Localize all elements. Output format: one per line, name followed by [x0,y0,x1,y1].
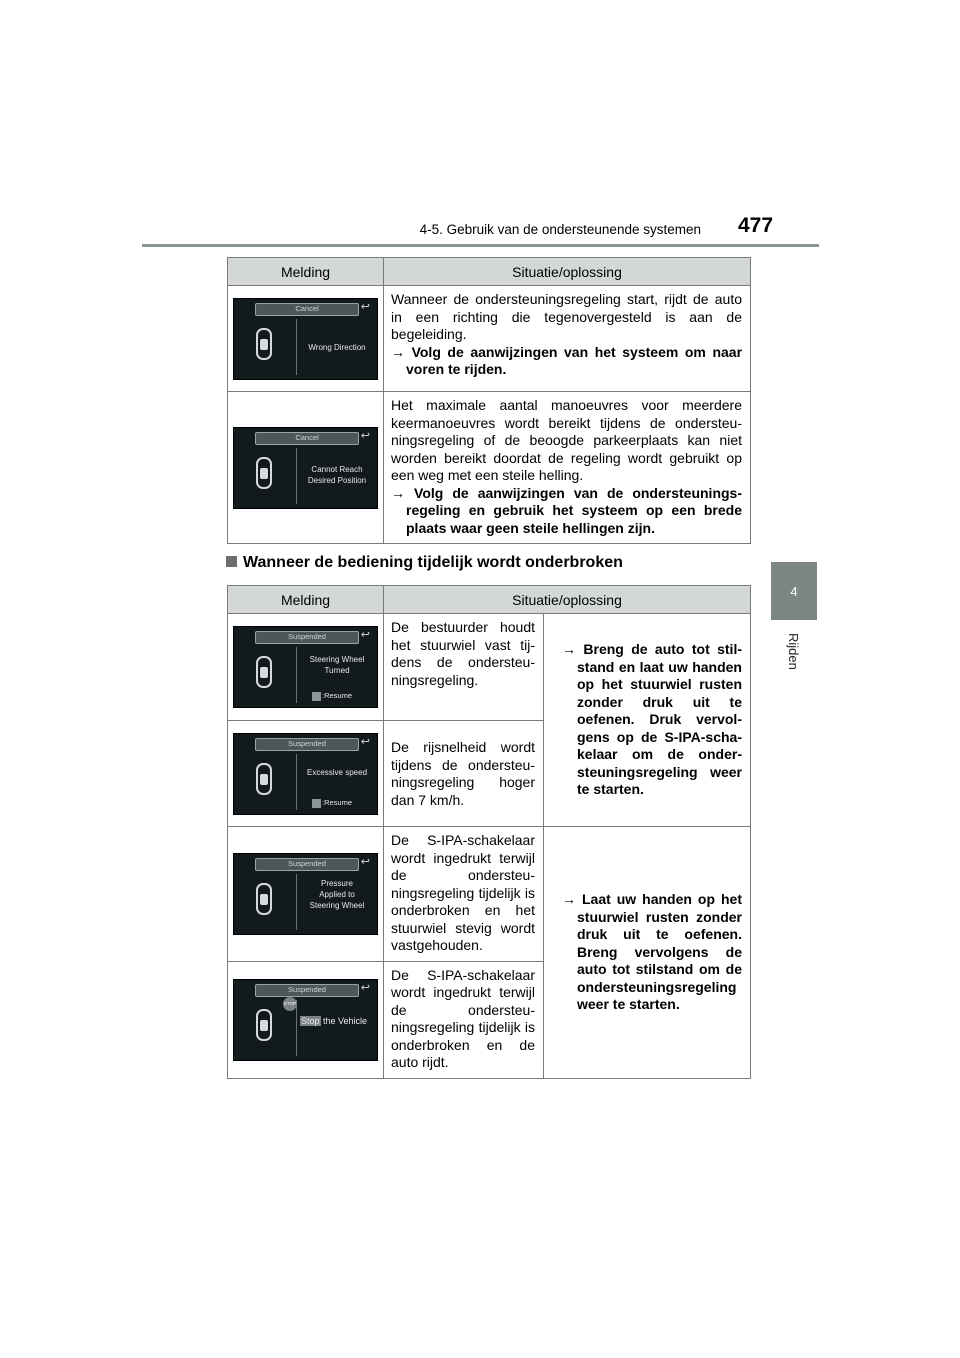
cancel-bar [255,303,359,316]
solution-cell [544,614,751,827]
screen-message-line: the Vehicle [320,1015,368,1026]
solution-cell [544,827,751,1079]
display-screenshot-excessive-speed [233,733,378,815]
situation-cell [384,961,544,1078]
screen-message-line: Steering Wheel [309,655,365,664]
suspended-bar [255,631,359,644]
cancel-bar-label: Cancel [295,303,319,313]
screen-message-line: Cannot Reach [311,464,363,474]
back-arrow-icon: ↩ [360,300,370,313]
screen-message-line: Desired Position [307,475,367,485]
solution-label: Volg de aanwijzingen van het systeem om naar voren te rijden. [406,343,743,377]
situation-cell [384,827,544,962]
message-image-cell [228,827,384,962]
message-image-cell [228,614,384,721]
screen-divider [296,319,297,375]
car-icon [256,1009,272,1041]
message-table-1 [227,257,751,544]
situation-cell [384,392,751,544]
suspended-bar [255,984,359,997]
back-arrow-icon: ↩ [360,981,370,994]
suspended-bar [255,858,359,871]
screen-divider [296,874,297,930]
solution-text [562,641,742,799]
screen-message [300,654,374,676]
message-image-cell [228,286,384,392]
chapter-tab [771,562,817,620]
screen-message [300,342,374,353]
screen-message [300,1016,367,1026]
display-screenshot-wrong-direction [233,298,378,380]
car-icon [256,763,272,795]
suspended-bar-label: Suspended [288,984,326,994]
back-arrow-icon: ↩ [360,429,370,442]
solution-text [391,485,742,538]
screen-message-line: Steering Wheel [309,900,365,910]
table-row [228,392,751,544]
chapter-tab-label: Rijden [786,633,801,670]
suspended-bar-label: Suspended [288,738,326,748]
table-row [228,614,751,721]
back-arrow-icon: ↩ [360,735,370,748]
resume-label: :Resume [322,797,353,807]
display-screenshot-cannot-reach [233,427,378,509]
header-rule [142,244,819,247]
resume-label: :Resume [322,691,353,701]
message-table-2 [227,585,751,1079]
car-icon [256,457,272,489]
page-number: 477 [738,214,774,237]
situation-text: De rijsnelheid wordt tijdens de ondersteuningsregeling hoger dan 7 km/h. [391,739,535,808]
screen-message [300,767,374,778]
column-header-melding: Melding [228,258,384,286]
screen-divider [296,647,297,703]
solution-label: Breng de auto tot stilstand en laat uw handen op het stuurwiel rusten zonder druk uit te oefenen. Druk vervolgens op de S-IPA-schakelaar om de ondersteuningsregeling weer te starten. [577,641,743,797]
s-ipa-switch-icon [312,692,321,701]
column-header-situatie: Situatie/oplossing [384,586,751,614]
display-screenshot-pressure-applied [233,853,378,935]
arrow-icon: → [562,641,576,657]
table-row [228,286,751,392]
resume-hint [312,798,352,808]
message-image-cell [228,721,384,827]
suspended-bar [255,738,359,751]
cancel-bar [255,432,359,445]
s-ipa-switch-icon [312,799,321,808]
arrow-icon: → [391,484,405,501]
car-icon [256,328,272,360]
car-icon [256,656,272,688]
situation-cell [384,286,751,392]
square-bullet-icon [226,556,237,567]
screen-message-line: Wrong Direction [308,342,366,352]
solution-label: Volg de aanwijzingen van de ondersteuningsregeling en gebruik het systeem op een brede plaats waar geen steile hellingen zijn. [406,484,743,536]
situation-cell [384,721,544,827]
situation-text: De S-IPA-schakelaar wordt ingedrukt terwijl de ondersteuningsregeling tijdelijk is onderbroken en de auto rijdt. [391,966,535,1070]
situation-text: Wanneer de ondersteuningsregeling start, rijdt de auto in een richting die tegenovergesteld is aan de begeleiding. [391,291,742,342]
screen-message [300,878,374,911]
solution-text [562,891,742,1014]
display-screenshot-stop-vehicle [233,979,378,1061]
message-image-cell [228,392,384,544]
screen-message-line: Turned [324,666,350,675]
situation-cell [384,614,544,721]
column-header-situatie: Situatie/oplossing [384,258,751,286]
situation-text: De S-IPA-schakelaar wordt ingedrukt terwijl de ondersteuningsregeling tijdelijk is onderbroken en het stuurwiel stevig wordt vastgehouden. [391,832,535,953]
chapter-tab-number: 4 [790,583,798,599]
screen-message-line: Pressure [320,878,353,888]
screen-divider [296,1000,297,1056]
back-arrow-icon: ↩ [360,855,370,868]
situation-text: Het maximale aantal manoeuvres voor meerdere keermanoeuvres wordt bereikt tijdens de ondersteuningsregeling of de beoogde parkeerplaats kan niet worden bereikt doordat de regeling wordt gebruikt op een weg met een steile helling. [391,397,742,483]
suspended-bar-label: Suspended [288,858,326,868]
section-heading [226,554,623,572]
screen-message-line: Excessive speed [306,767,368,777]
screen-message [300,464,374,486]
column-header-melding: Melding [228,586,384,614]
solution-text [391,344,742,379]
display-screenshot-steering-turned [233,626,378,708]
stop-badge-icon: STOP [283,997,297,1011]
suspended-bar-label: Suspended [288,632,326,641]
table-row [228,827,751,962]
arrow-icon: → [562,891,576,907]
screen-message-line: Applied to [319,889,355,899]
screen-message-highlight: Stop [301,1015,320,1026]
arrow-icon: → [391,343,405,360]
back-arrow-icon: ↩ [360,629,370,641]
chapter-title: 4-5. Gebruik van de ondersteunende systemen [419,222,701,237]
solution-label: Laat uw handen op het stuurwiel rusten zonder druk uit te oefenen. Breng vervolgens de auto tot stilstand om de ondersteuningsregeling weer te starten. [577,891,743,1012]
cancel-bar-label: Cancel [295,432,319,442]
resume-hint [312,691,352,701]
screen-divider [296,448,297,504]
section-heading-text: Wanneer de bediening tijdelijk wordt onderbroken [243,554,623,571]
message-image-cell [228,961,384,1078]
situation-text: De bestuurder houdt het stuurwiel vast tijdens de ondersteuningsregeling. [391,619,535,688]
car-icon [256,883,272,915]
screen-divider [296,754,297,810]
